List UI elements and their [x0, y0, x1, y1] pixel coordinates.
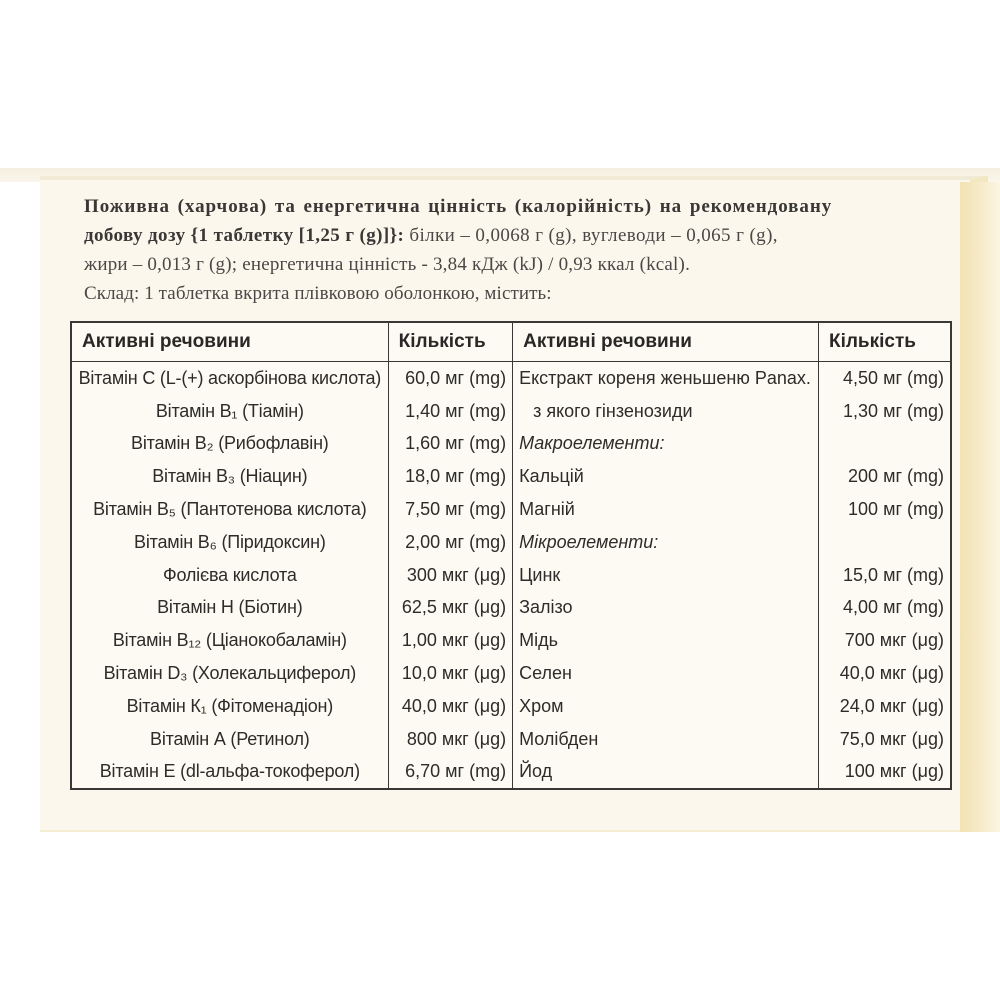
ingredient-name: Вітамін А (Ретинол) [71, 723, 388, 756]
ingredient-quantity: 300 мкг (μg) [388, 559, 512, 592]
ingredient-quantity-2: 700 мкг (μg) [844, 630, 944, 651]
ingredient-quantity: 40,0 мкг (μg) [388, 690, 512, 723]
ingredient-quantity-2: 75,0 мкг (μg) [839, 728, 944, 749]
ingredient-name-2: Макроелементи: [513, 428, 819, 461]
ingredient-quantity: 7,50 мг (mg) [388, 493, 512, 526]
intro-line-2-rest: білки – 0,0068 г (g), вуглеводи – 0,065 г (g), [404, 225, 778, 246]
ingredient-name: Вітамін В₁₂ (Ціанокобаламін) [71, 624, 388, 657]
header-active-substances-2: Активні речовини [513, 322, 819, 362]
table-row [71, 428, 951, 461]
ingredient-name: Вітамін D₃ (Холекальциферол) [71, 657, 388, 690]
intro-line-1: Поживна (харчова) та енергетична цінність (калорійність) на рекомендовану [84, 196, 833, 217]
ingredient-name-2: Кальцій [513, 460, 819, 493]
ingredient-quantity: 1,00 мкг (μg) [388, 624, 512, 657]
ingredient-name-2: Магній [513, 493, 819, 526]
ingredient-quantity-2: 15,0 мг (mg) [843, 564, 944, 585]
ingredient-name: Фолієва кислота [71, 559, 388, 592]
ingredient-quantity-2: 40,0 мкг (μg) [839, 663, 944, 684]
ingredient-quantity: 1,60 мг (mg) [388, 428, 512, 461]
intro-line-2 [84, 221, 934, 250]
ingredient-quantity-2: 4,00 мг (mg) [843, 597, 944, 618]
header-quantity: Кількість [388, 322, 512, 362]
ingredient-quantity: 10,0 мкг (μg) [388, 657, 512, 690]
ingredient-name: Вітамін В₆ (Піридоксин) [71, 526, 388, 559]
ingredient-name: Вітамін В₃ (Ніацин) [71, 460, 388, 493]
header-quantity-2: Кількість [818, 322, 951, 362]
table-row [71, 756, 951, 790]
table-row [71, 592, 951, 625]
ingredient-quantity-2: 4,50 мг (mg) [843, 367, 944, 388]
ingredient-name-2: Селен [513, 657, 819, 690]
ingredient-name-2: Мікроелементи: [513, 526, 819, 559]
ingredient-quantity: 1,40 мг (mg) [388, 395, 512, 428]
ingredient-quantity-2 [818, 428, 951, 461]
ingredient-quantity: 18,0 мг (mg) [388, 460, 512, 493]
ingredient-quantity-2: 100 мг (mg) [848, 499, 944, 520]
intro-line-3: жири – 0,013 г (g); енергетична цінність - 3,84 кДж (kJ) / 0,93 ккал (kcal). [84, 254, 691, 275]
table-row [71, 362, 951, 395]
table-row [71, 493, 951, 526]
ingredient-name-2: Хром [513, 690, 819, 723]
ingredient-quantity-2: 1,30 мг (mg) [843, 400, 944, 421]
background [0, 832, 1000, 1000]
intro-line-2-bold: добову дозу {1 таблетку [1,25 г (g)]}: [84, 225, 405, 246]
ingredient-name: Вітамін К₁ (Фітоменадіон) [71, 690, 388, 723]
ingredient-quantity: 6,70 мг (mg) [388, 756, 512, 790]
ingredient-quantity: 2,00 мг (mg) [388, 526, 512, 559]
ingredient-name: Вітамін В₂ (Рибофлавін) [71, 428, 388, 461]
ingredient-name-2: Цинк [513, 559, 819, 592]
nutrition-intro [84, 192, 934, 308]
table-row [71, 624, 951, 657]
ingredient-quantity: 800 мкг (μg) [388, 723, 512, 756]
table-row [71, 657, 951, 690]
table-row [71, 526, 951, 559]
ingredient-quantity-2: 24,0 мкг (μg) [839, 695, 944, 716]
table-row [71, 690, 951, 723]
ingredient-name-2: Мідь [513, 624, 819, 657]
ingredient-quantity: 62,5 мкг (μg) [388, 592, 512, 625]
ingredient-name: Вітамін Н (Біотин) [71, 592, 388, 625]
header-active-substances: Активні речовини [71, 322, 388, 362]
ingredient-name-2: з якого гінзенозиди [513, 395, 819, 428]
ingredient-name-2: Йод [513, 756, 819, 790]
ingredient-name: Вітамін С (L-(+) аскорбінова кислота) [71, 362, 388, 395]
table-row [71, 559, 951, 592]
table-row [71, 460, 951, 493]
ingredient-quantity: 60,0 мг (mg) [388, 362, 512, 395]
active-ingredients-table [70, 321, 952, 790]
table-body [71, 362, 951, 790]
ingredient-name: Вітамін В₁ (Тіамін) [71, 395, 388, 428]
ingredient-quantity-2: 200 мг (mg) [848, 466, 944, 487]
table-row [71, 723, 951, 756]
box-side-edge [960, 182, 1000, 832]
ingredient-name-2: Молібден [513, 723, 819, 756]
ingredient-name-2: Екстракт кореня женьшеню Panax. [513, 362, 819, 395]
ingredient-quantity-2: 100 мкг (μg) [844, 761, 944, 782]
table-header-row [71, 322, 951, 362]
ingredient-name: Вітамін Е (dl-альфа-токоферол) [71, 756, 388, 790]
composition-line: Склад: 1 таблетка вкрита плівковою оболонкою, містить: [84, 283, 552, 304]
ingredient-quantity-2 [818, 526, 951, 559]
table-row [71, 395, 951, 428]
ingredient-name: Вітамін В₅ (Пантотенова кислота) [71, 493, 388, 526]
ingredient-name-2: Залізо [513, 592, 819, 625]
